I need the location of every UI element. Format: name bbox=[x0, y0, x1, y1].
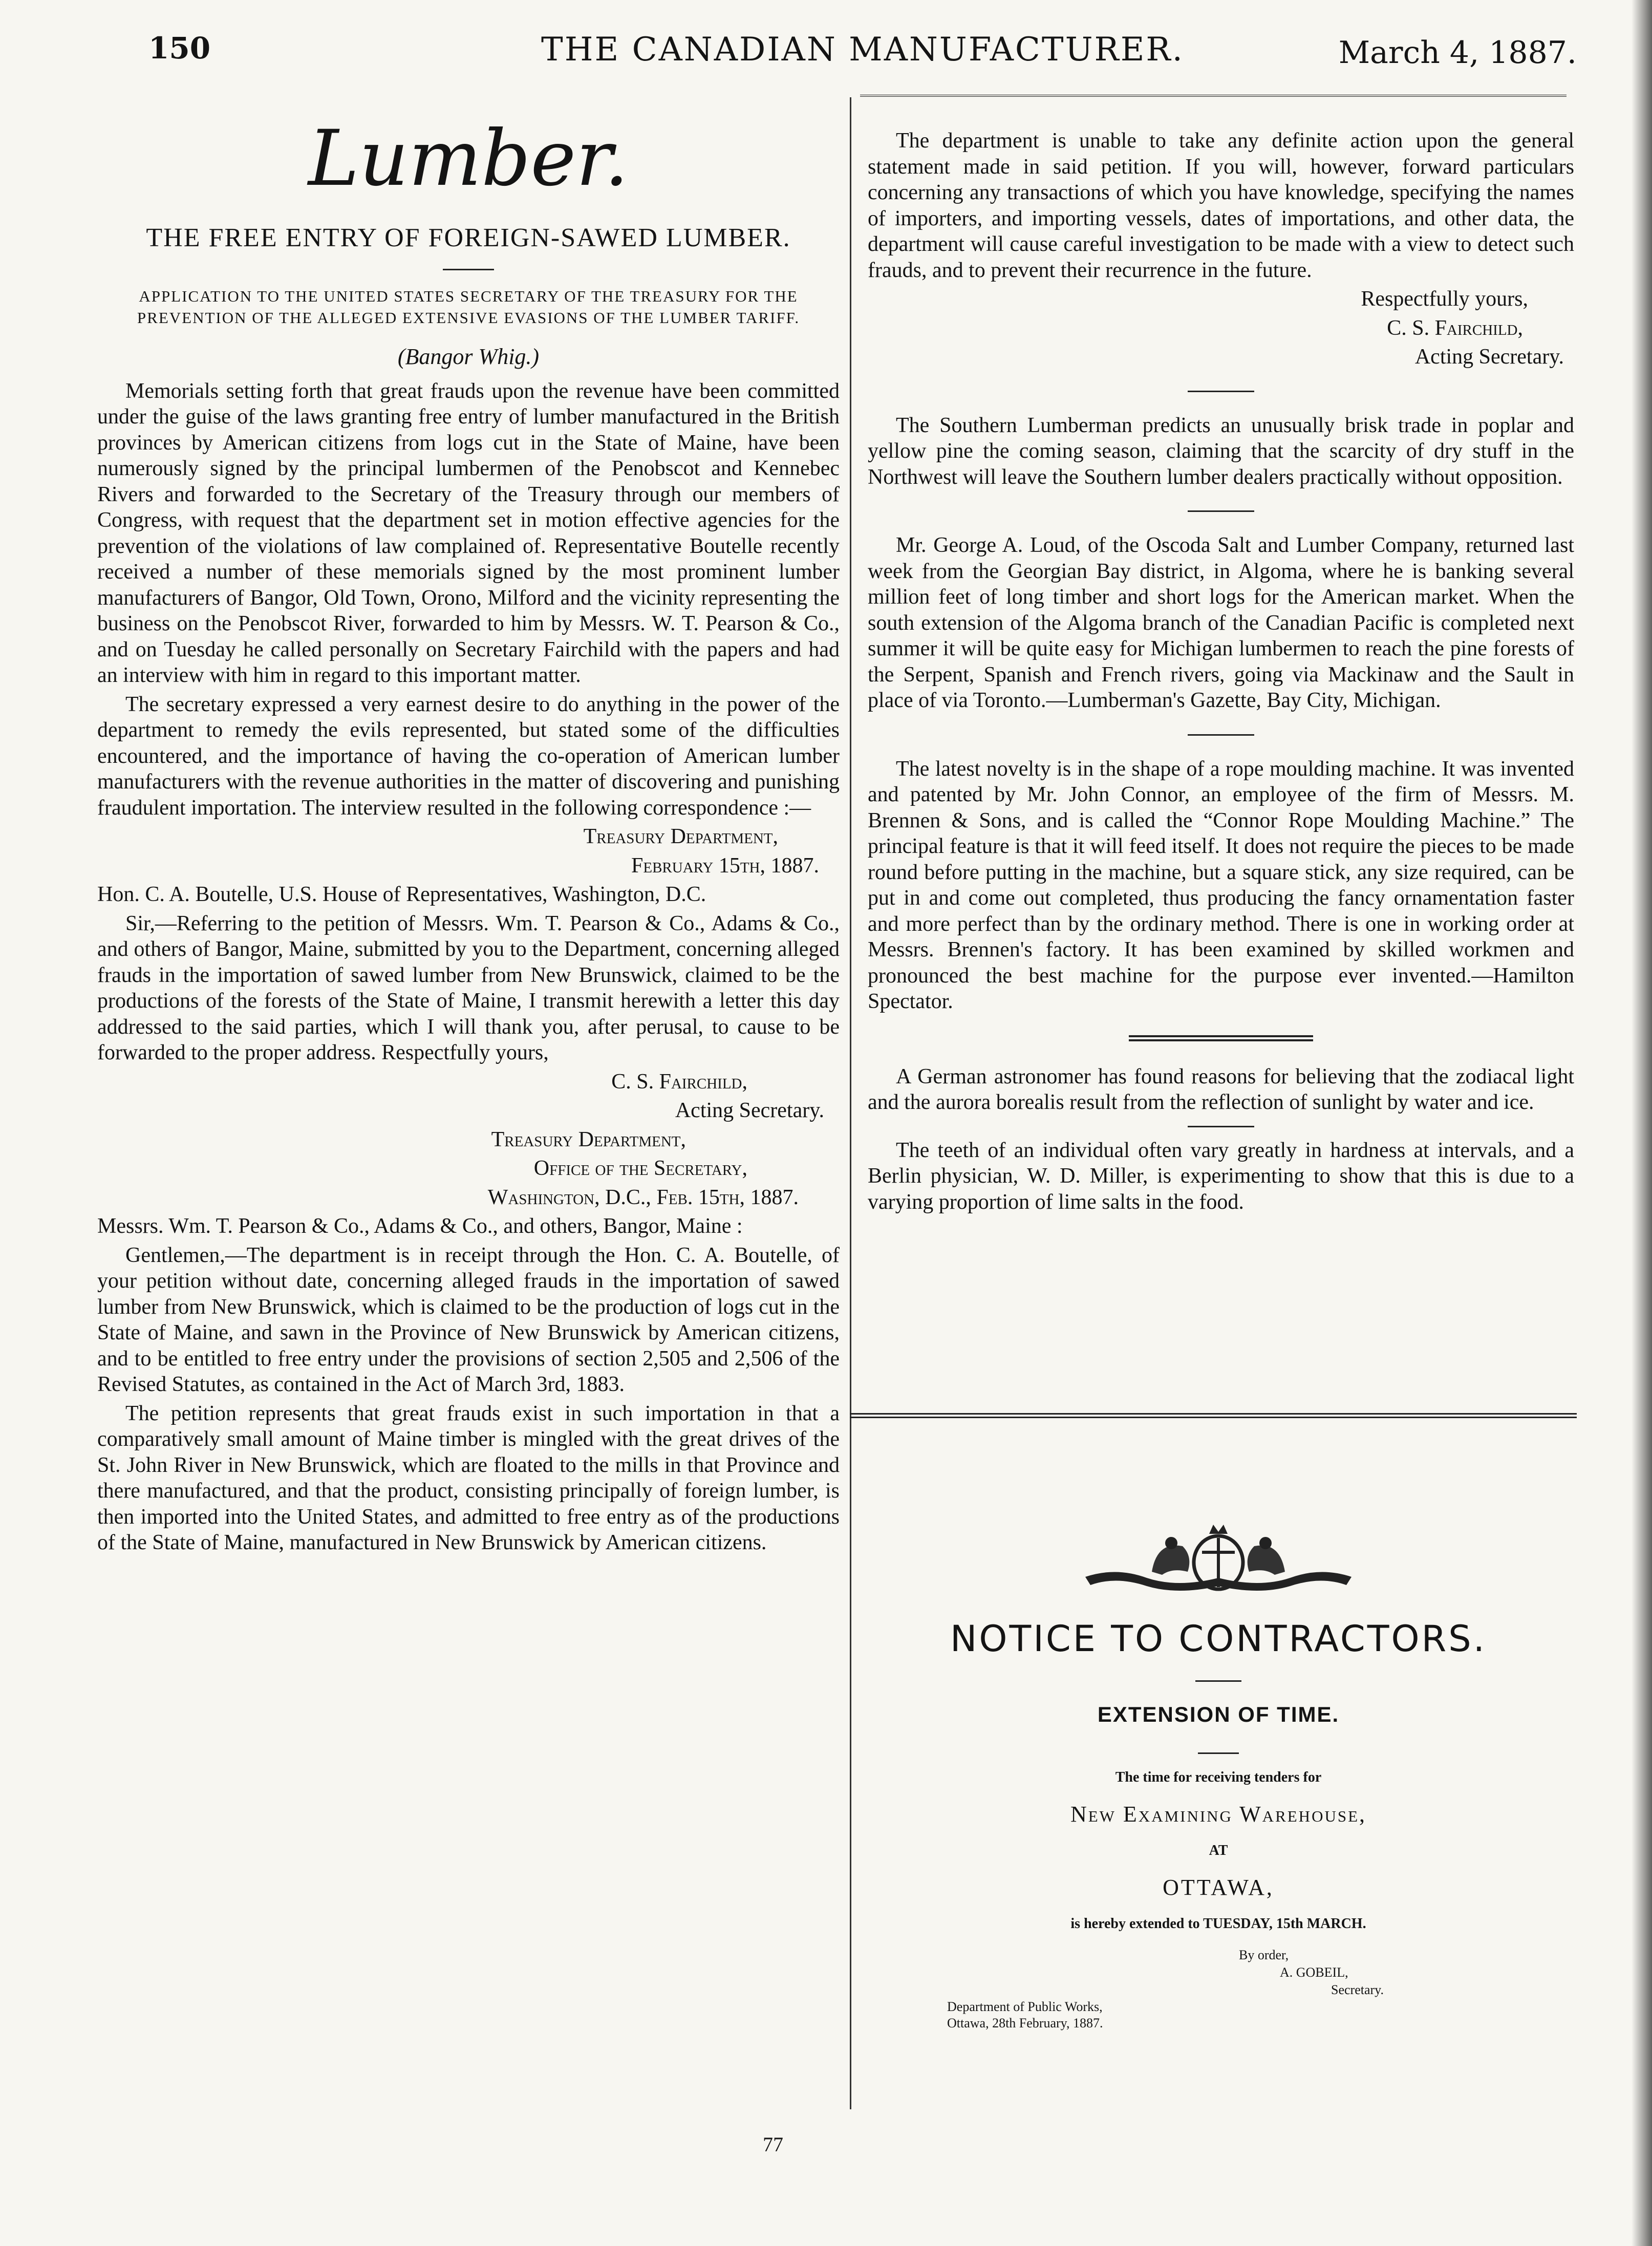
item-separator bbox=[1188, 734, 1254, 736]
letter-addressee: Hon. C. A. Boutelle, U.S. House of Representatives, Washington, D.C. bbox=[97, 883, 706, 906]
section-title: Lumber. bbox=[308, 114, 629, 203]
notice-rule bbox=[850, 1413, 1577, 1418]
letter-signer-title: Acting Secretary. bbox=[1414, 345, 1564, 369]
royal-crest-icon bbox=[1075, 1521, 1362, 1597]
page-number: 150 bbox=[148, 31, 211, 66]
page-edge-shadow bbox=[1632, 0, 1652, 2246]
notice-city: OTTAWA, bbox=[1163, 1875, 1274, 1900]
heavy-separator bbox=[1129, 1035, 1313, 1043]
article-deck: APPLICATION TO THE UNITED STATES SECRETARY OF THE TREASURY FOR THE PREVENTION OF THE ALLEGED EXTENSIVE EVASIONS OF THE LUMBER TARIFF. bbox=[137, 287, 800, 327]
letter-department: Treasury Department, bbox=[583, 825, 778, 848]
notice-building: New Examining Warehouse, bbox=[1070, 1802, 1367, 1827]
item-separator bbox=[1188, 510, 1254, 512]
item-separator bbox=[1188, 391, 1254, 392]
publication-title: THE CANADIAN MANUFACTURER. bbox=[541, 31, 1184, 69]
notice-signer-title: Secretary. bbox=[1331, 1982, 1384, 1997]
letter-body: Gentlemen,—The department is in receipt through the Hon. C. A. Boutelle, of your petition without date, concerning alleged frauds in the importation of sawed lumber from New Brunswick, which is claimed to be the production of logs cut in the State of Maine, and sawn in the Province of New Brunswick by American citizens, and to be entitled to free entry under the provisions of section 2,505 and 2,506 of the Revised Statutes, as contained in the Act of March 3rd, 1883. bbox=[97, 1243, 840, 1396]
item-separator bbox=[1188, 1126, 1254, 1127]
notice-line: is hereby extended to TUESDAY, 15th MARCH. bbox=[1070, 1916, 1366, 1932]
article-source: (Bangor Whig.) bbox=[397, 344, 540, 369]
header-rule bbox=[860, 95, 1567, 97]
letter-signer: C. S. Fairchild, bbox=[1387, 316, 1523, 340]
title-rule bbox=[443, 269, 494, 270]
issue-date: March 4, 1887. bbox=[1338, 35, 1577, 71]
article-title: THE FREE ENTRY OF FOREIGN-SAWED LUMBER. bbox=[146, 223, 791, 252]
page-header bbox=[148, 26, 1577, 77]
news-item: Mr. George A. Loud, of the Oscoda Salt and Lumber Company, returned last week from the Georgian Bay district, in Algoma, where he is banking several million feet of long timber and short logs for the American market. When the south extension of the Algoma branch of the Canadian Pacific is completed next summer it will be quite easy for Michigan lumbermen to reach the pine forests of the Serpent, Spanish and French rivers, going via Mackinaw and the Sault in place of via Toronto.—Lumberman's Gazette, Bay City, Michigan. bbox=[868, 533, 1574, 712]
left-column bbox=[97, 115, 840, 1559]
article-paragraph: The secretary expressed a very earnest desire to do anything in the power of the department to remedy the evils represented, but stated some of the difficulties encountered, and the importance of having the co-operation of American lumber manufacturers with the revenue authorities in the matter of discovering and punishing fraudulent importation. The interview resulted in the following correspondence :— bbox=[97, 692, 840, 820]
notice-by-order: By order, bbox=[1239, 1948, 1289, 1962]
notice-rule-short bbox=[1195, 1680, 1241, 1682]
letter-body: The department is unable to take any definite action upon the general statement made in said petition. If you will, however, forward particulars concerning any transactions of which you have knowledge, specifying the names of importers, and importing vessels, dates of importations, and other data, the department will cause careful investigation to be made with a view to detect such frauds, and to prevent their recurrence in the future. bbox=[868, 129, 1574, 282]
notice-department-date: Ottawa, 28th February, 1887. bbox=[947, 2016, 1103, 2030]
notice-order-block bbox=[860, 1948, 1577, 2030]
letter-signer-title: Acting Secretary. bbox=[675, 1099, 824, 1122]
column-rule bbox=[850, 97, 851, 2109]
folio-number: 77 bbox=[763, 2133, 783, 2156]
letter-address-line: Office of the Secretary, bbox=[533, 1157, 747, 1180]
notice-line: The time for receiving tenders for bbox=[1115, 1769, 1322, 1785]
letter-closing: Respectfully yours, bbox=[1361, 287, 1528, 311]
news-item: The Southern Lumberman predicts an unusually brisk trade in poplar and yellow pine the coming season, claiming that the scarcity of dry stuff in the Northwest will leave the Southern lumber dealers practically without opposition. bbox=[868, 413, 1574, 489]
notice-department bbox=[947, 1999, 1103, 2031]
letter-address-line: Treasury Department, bbox=[491, 1127, 686, 1151]
notice-rule-short bbox=[1198, 1752, 1239, 1754]
letter-body: The petition represents that great frauds exist in such importation in that a comparatively small amount of Maine timber is mingled with the great drives of the St. John River in New Brunswick, which are floated to the mills in that Province and there manufactured, and that the product, consisting principally of foreign lumber, is then imported into the United States, and admitted to free entry as of the productions of the State of Maine, manufactured in New Brunswick by American citizens. bbox=[97, 1401, 840, 1554]
notice-signer: A. GOBEIL, bbox=[1280, 1965, 1348, 1980]
notice-department-line: Department of Public Works, bbox=[947, 1999, 1103, 2014]
letter-body: Sir,—Referring to the petition of Messrs. Wm. T. Pearson & Co., Adams & Co., and others of Bangor, Maine, submitted by you to the Department, concerning alleged frauds in the importation of sawed lumber from New Brunswick, claimed to be the productions of the forests of the State of Maine, I transmit herewith a letter this day addressed to the said parties, which I will thank you, after perusal, to cause to be forwarded to the proper address. Respectfully yours, bbox=[97, 911, 840, 1064]
notice-at: AT bbox=[1209, 1843, 1228, 1858]
news-item: A German astronomer has found reasons for believing that the zodiacal light and the aurora borealis result from the reflection of sunlight by water and ice. bbox=[868, 1064, 1574, 1114]
notice-title: NOTICE TO CONTRACTORS. bbox=[950, 1618, 1487, 1660]
notice-subtitle: EXTENSION OF TIME. bbox=[1097, 1702, 1340, 1726]
right-column bbox=[868, 128, 1574, 1218]
news-item: The latest novelty is in the shape of a rope moulding machine. It was invented and patented by Mr. John Connor, an employee of the firm of Messrs. M. Brennen & Sons, and is called the “Connor Rope Moulding Machine.” The principal feature is that it will feed itself. It does not require the pieces to be made round before putting in the machine, but a square stick, any size required, can be put in and come out completed, thus producing the fancy ornamentation faster and more perfect than by the ordinary method. There is one in working order at Messrs. Brennen's factory. It has been examined by skilled workmen and pronounced the best machine for the purpose ever invented.—Hamilton Spectator. bbox=[868, 757, 1574, 1013]
article-paragraph: Memorials setting forth that great frauds upon the revenue have been committed under the guise of the laws granting free entry of lumber manufactured in the British provinces by American citizens from logs cut in the State of Maine, have been numerously signed by the principal lumbermen of the Penobscot and Kennebec Rivers and forwarded to the Secretary of the Treasury through our members of Congress, with request that the department set in motion effective agencies for the prevention of the violations of law complained of. Representative Boutelle recently received a number of these memorials signed by the most prominent lumber manufacturers of Bangor, Old Town, Orono, Milford and the vicinity representing the business on the Penobscot River, forwarded to him by Messrs. W. T. Pearson & Co., and on Tuesday he called personally on Secretary Fairchild with the papers and had an interview with him in regard to this important matter. bbox=[97, 379, 840, 687]
letter-addressee: Messrs. Wm. T. Pearson & Co., Adams & Co., and others, Bangor, Maine : bbox=[97, 1214, 743, 1238]
notice-to-contractors bbox=[860, 1434, 1577, 2030]
letter-date: February 15th, 1887. bbox=[631, 853, 819, 878]
letter-address-line: Washington, D.C., Feb. 15th, 1887. bbox=[487, 1185, 799, 1209]
letter-signer: C. S. Fairchild, bbox=[611, 1069, 747, 1094]
news-item: The teeth of an individual often vary greatly in hardness at intervals, and a Berlin physician, W. D. Miller, is experimenting to show that this is due to a varying proportion of lime salts in the food. bbox=[868, 1138, 1574, 1214]
